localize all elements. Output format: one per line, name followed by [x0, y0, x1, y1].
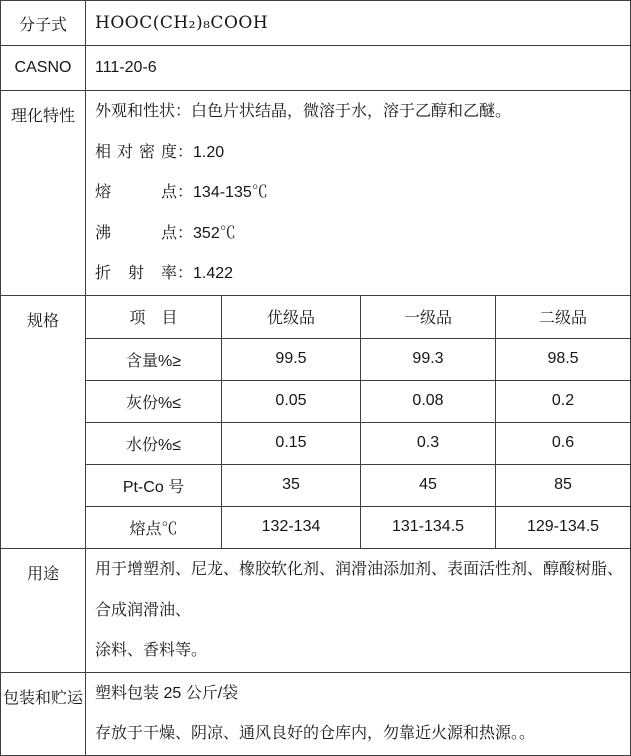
- property-refractive-index: [95, 254, 624, 295]
- row-label-molecular-formula: 分子式: [1, 1, 86, 46]
- spec-item-moisture: 水份%≤: [86, 422, 222, 464]
- spec-value: 35: [222, 464, 361, 506]
- spec-value: 0.2: [496, 380, 631, 422]
- spec-value: 99.3: [361, 338, 496, 380]
- row-physical-properties: [1, 91, 631, 296]
- colon: ：: [177, 224, 194, 242]
- spec-value: 129-134.5: [496, 506, 631, 548]
- property-boiling-point-label: 沸点: [95, 224, 177, 242]
- property-melting-point: [95, 173, 624, 214]
- property-refractive-index-value: 1.422: [193, 265, 234, 283]
- row-usage: [1, 548, 631, 672]
- property-melting-point-label: 熔点: [95, 184, 177, 202]
- spec-row-ash: [1, 380, 631, 422]
- property-appearance-value: 白色片状结晶，微溶于水，溶于乙醇和乙醚。: [191, 103, 512, 120]
- spec-value: 0.15: [222, 422, 361, 464]
- casno-value-cell: [86, 46, 631, 91]
- colon: ：: [175, 103, 192, 120]
- row-label-physical-properties: 理化特性: [1, 91, 86, 296]
- spec-value: 0.3: [361, 422, 496, 464]
- spec-value: 0.05: [222, 380, 361, 422]
- property-appearance: [95, 92, 624, 133]
- spec-header-second-grade: 二级品: [496, 295, 631, 338]
- row-label-usage: 用途: [1, 548, 86, 672]
- property-refractive-index-label: 折射率: [95, 265, 177, 283]
- colon: ：: [177, 265, 194, 283]
- property-melting-point-value: 134-135℃: [193, 184, 268, 202]
- casno-value: 111-20-6: [95, 59, 157, 76]
- packing-storage-cell: [86, 672, 631, 755]
- spec-item-melting-point: 熔点℃: [86, 506, 222, 548]
- storage-text-line: 存放于干燥、阴凉、通风良好的仓库内，勿靠近火源和热源。。: [95, 725, 536, 743]
- spec-header-item: 项 目: [86, 295, 222, 338]
- spec-header-first-grade: 一级品: [361, 295, 496, 338]
- spec-value: 99.5: [222, 338, 361, 380]
- usage-text-line: 用于增塑剂、尼龙、橡胶软化剂、润滑油添加剂、表面活性剂、醇酸树脂、合成润滑油、: [95, 560, 624, 619]
- spec-row-melting-point: [1, 506, 631, 548]
- spec-row-moisture: [1, 422, 631, 464]
- usage-cell: [86, 548, 631, 672]
- spec-value: 132-134: [222, 506, 361, 548]
- spec-value: 45: [361, 464, 496, 506]
- spec-value: 85: [496, 464, 631, 506]
- spec-value: 0.08: [361, 380, 496, 422]
- spec-value: 0.6: [496, 422, 631, 464]
- spec-value: 98.5: [496, 338, 631, 380]
- property-boiling-point: [95, 214, 624, 255]
- colon: ：: [177, 143, 194, 161]
- property-appearance-label: 外观和性状: [95, 103, 176, 120]
- property-relative-density-value: 1.20: [193, 143, 225, 161]
- row-label-packing-storage: 包装和贮运: [1, 672, 86, 755]
- row-packing-storage: [1, 672, 631, 755]
- spec-item-ptco: Pt-Co 号: [86, 464, 222, 506]
- row-label-casno: CASNO: [1, 46, 86, 91]
- row-casno: [1, 46, 631, 91]
- row-molecular-formula: [1, 1, 631, 46]
- colon: ：: [177, 184, 194, 202]
- spec-value: 131-134.5: [361, 506, 496, 548]
- spec-row-content: [1, 338, 631, 380]
- usage-text-line: 涂料、香料等。: [95, 642, 208, 660]
- molecular-formula-value: HOOC(CH₂)₈COOH: [95, 13, 269, 33]
- property-relative-density: [95, 133, 624, 174]
- row-label-specification: 规格: [1, 295, 86, 548]
- packing-text-line: 塑料包装 25 公斤/袋: [95, 684, 239, 702]
- spec-header-row: [1, 295, 631, 338]
- spec-item-content: 含量%≥: [86, 338, 222, 380]
- physical-properties-cell: [86, 91, 631, 296]
- spec-row-ptco: [1, 464, 631, 506]
- property-relative-density-label: 相对密度: [95, 143, 177, 161]
- molecular-formula-value-cell: [86, 1, 631, 46]
- property-boiling-point-value: 352℃: [193, 224, 236, 242]
- spec-header-premium-grade: 优级品: [222, 295, 361, 338]
- spec-item-ash: 灰份%≤: [86, 380, 222, 422]
